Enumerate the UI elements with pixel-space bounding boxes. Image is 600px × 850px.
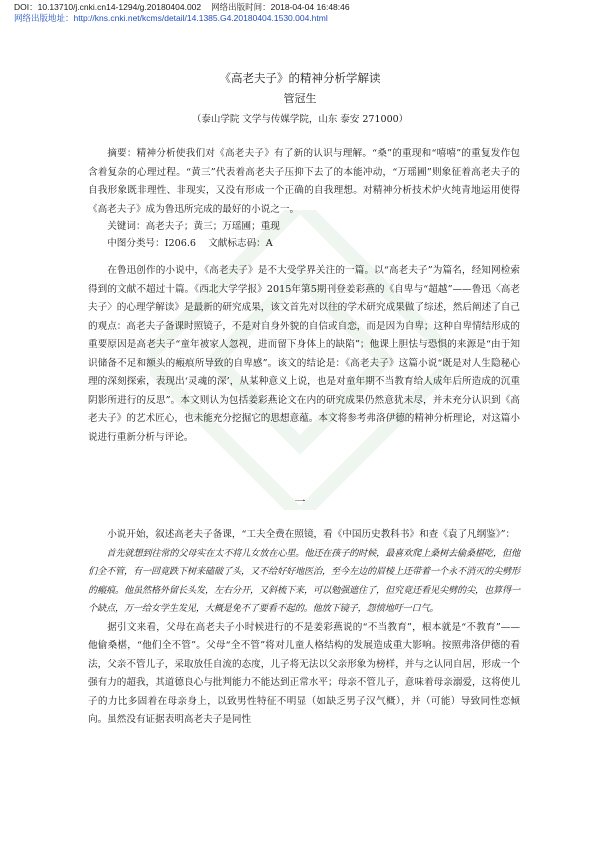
abstract-label: 摘要： [107,148,137,159]
introduction [88,262,520,447]
keywords-text: 高老夫子；黄三；万瑶圃；重现 [145,221,280,232]
clc-label: 中图分类号： [107,238,165,249]
doc-code-value: A [265,238,273,249]
article-title: 《高老夫子》的精神分析学解读 [219,71,381,85]
body-paragraph-1: 小说开始，叙述高老夫子备课，“工夫全费在照镜，看《中国历史教科书》和查《袁了凡纲鉴》”： [107,529,516,540]
classification [88,235,520,254]
doi-line [14,2,350,13]
keywords-label: 关键词： [107,221,146,232]
body-paragraph-2: 据引文来看，父母在高老夫子小时候进行的不是姜彩燕说的“不当教育”，根本就是“不教育”——他偷桑椹，“他们全不管”。父母“全不管”将对儿童人格结构的发展造成重大影响。按照弗洛伊德的看法，父亲不管儿子，采取放任自流的态度，儿子将无法以父亲形象为榜样，并与之认同自居，形成一个强有力的超我，其道德良心与批判能力不能达到正常水平；母亲不管儿子，意味着母亲溺爱，这将使儿子的力比多固着在母亲身上，以致男性特征不明显（如缺乏男子汉气概），并（可能）导致同性恋倾向。虽然没有证据表明高老夫子是同性 [88,621,520,725]
section-heading: 一 [294,495,306,508]
classification-line [88,235,520,254]
pub-url-link[interactable]: http://kns.cnki.net/kcms/detail/14.1385.G4.20180404.1530.004.html [73,12,328,23]
abstract-paragraph [88,145,520,219]
pub-time-value: 2018-04-04 16:48:46 [270,2,350,12]
author-affiliation: （泰山学院 文学与传媒学院，山东 泰安 271000） [191,114,409,125]
intro-paragraph: 在鲁迅创作的小说中，《高老夫子》是不大受学界关注的一篇。以“高老夫子”为篇名，经知网检索得到的文献不超过十篇。《西北大学学报》2015年第5期刊登姜彩燕的《自卑与“超越”——鲁迅〈高老夫子〉的心理学解读》是最新的研究成果，该文首先对以往的学术研究成果做了综述，然后阐述了自己的观点：高老夫子备课时照镜子，不是对自身外貌的自信或自恋，而是因为自卑；这种自卑情结形成的重要原因是高老夫子“童年被家人忽视，进而留下身体上的缺陷”；他课上胆怯与恐惧的来源是“由于知识储备不足和额头的瘢痕所导致的自卑感”。该文的结论是：《高老夫子》这篇小说“既是对人生隐秘心理的深刻探索，表现出‘灵魂的深’，从某种意义上说，也是对童年期不当教育给人成年后所造成的沉重阴影所进行的反思”。本文则认为包括姜彩燕论文在内的研究成果仍然意犹未尽，并未充分认识到《高老夫子》的艺术匠心，也未能充分挖掘它的思想意蕴。本文将参考弗洛伊德的精神分析理论，对这篇小说进行重新分析与评论。 [88,265,520,443]
doi-text: DOI：10.13710/j.cnki.cn14-1294/g.20180404.002 [14,2,202,12]
article-author: 管冠生 [283,92,317,105]
keywords [88,218,520,237]
online-publication-header [14,2,350,23]
pub-url-line [14,13,350,24]
clc-value: I206.6 [164,238,197,249]
abstract-text: 精神分析使我们对《高老夫子》有了新的认识与理解。“桑”的重现和“嘻嘻”的重复发作包含着复杂的心理过程。“黄三”代表着高老夫子压抑下去了的本能冲动，“万瑶圃”则象征着高老夫子的自我形象既非理性、非现实，又没有形成一个正确的自我理想。对精神分析技术炉火纯青地运用使得《高老夫子》成为鲁迅所完成的最好的小说之一。 [88,148,521,215]
block-quotation: 首先就想到往常的父母实在太不将儿女放在心里。他还在孩子的时候，最喜欢爬上桑树去偷桑椹吃，但他们全不管，有一回竟跌下树来磕破了头，又不给好好地医治，至今左边的眉棱上还带着一个永不消灭的尖劈形的瘢痕。他虽然格外留长头发，左右分开，又斜梳下来，可以勉强遮住了，但究竟还看见尖劈的尖，也算得一个缺点，万一给女学生发见，大概是免不了要看不起的。他放下镜子，怨愤地吁一口气。 [88,547,520,614]
keywords-line [88,218,520,237]
section-one-body [88,526,520,730]
doc-code-label: 文献标志码： [208,238,266,249]
pub-time-label: 网络出版时间： [211,2,271,12]
pub-url-label: 网络出版地址： [14,12,74,23]
abstract [88,145,520,219]
